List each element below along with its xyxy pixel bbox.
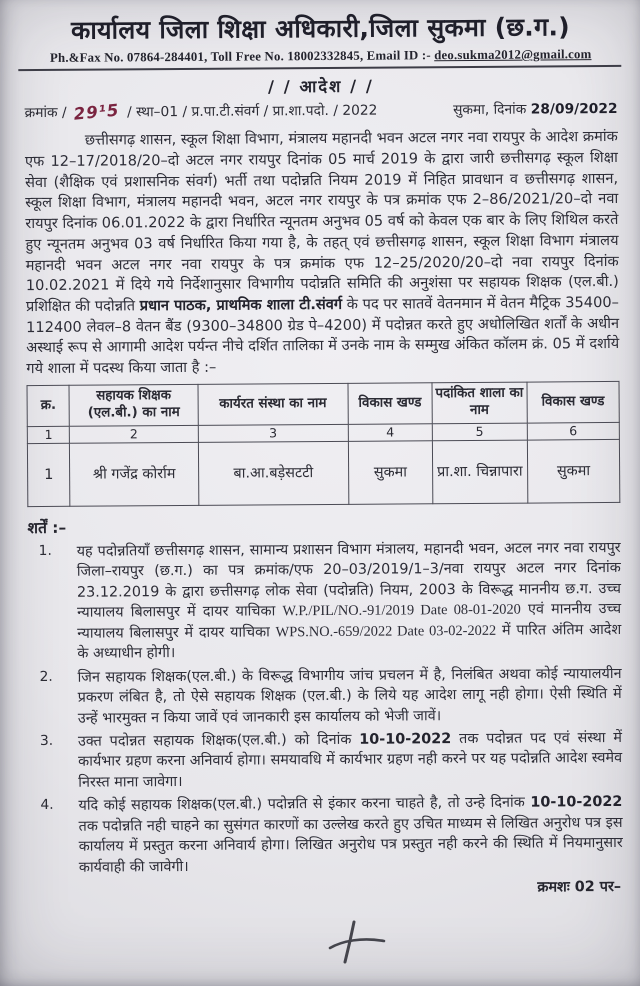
condition-text: उक्त पदोन्नत सहायक शिक्षक(एल.बी.) को दिनांक 10-10-2022 तक पदोन्नत पद एवं संस्था में कार्यभार ग्रहण करना अनिवार्य होगा। समयावधि में कार्यभार ग्रहण नही करने पर यह पदोन्नति आदेश स्वमेव निरस्त माना जावेगा। xyxy=(77,729,623,791)
office-title: कार्यालय जिला शिक्षा अधिकारी,जिला सुकमा (छ.ग.) xyxy=(70,12,571,45)
table-header-row xyxy=(27,381,619,426)
document-content xyxy=(24,11,623,900)
column-number: 3 xyxy=(198,424,348,442)
table-header-cell: क्र. xyxy=(27,385,70,426)
table-header-cell: कार्यरत संस्था का नाम xyxy=(198,383,349,425)
condition-number: 4. xyxy=(40,797,54,814)
contact-line xyxy=(24,47,617,66)
condition-item xyxy=(29,792,623,878)
ref-prefix: क्रमांक / xyxy=(24,105,67,122)
condition-item xyxy=(28,664,621,729)
column-number: 5 xyxy=(432,423,527,441)
posted-block-cell: सुकमा xyxy=(527,439,620,503)
serial-number-cell: 1 xyxy=(27,443,70,506)
order-body-paragraph: छत्तीसगढ़ शासन, स्कूल शिक्षा विभाग, मंत्रालय महानदी भवन अटल नगर नवा रायपुर के आदेश क्रमांक एफ 12–17/2018/20–दो अटल नगर रायपुर दिनांक 05 मार्च 2019 के द्वारा जारी छत्तीसगढ़ स्कूल शिक्षा सेवा (शैक्षिक एवं प्रशासनिक संवर्ग) भर्ती तथा पदोन्नति नियम 2019 में निहित प्रावधान व छत्तीसगढ़ शासन, स्कूल शिक्षा विभाग, मंत्रालय महानदी भवन, अटल नगर रायपुर के पत्र क्रमांक एफ 2–86/2021/20–दो नवा रायपुर दिनांक 06.01.2022 के द्वारा निर्धारित न्यूनतम अनुभव 05 वर्ष को केवल एक बार के लिए शिथिल करते हुए न्यूनतम अनुभव 03 वर्ष निर्धारित किया गया है, के तहत् एवं छत्तीसगढ़ शासन, स्कूल शिक्षा विभाग मंत्रालय महानदी भवन अटल नगर नवा रायपुर के पत्र क्रमांक एफ 12–25/2020/20–दो नवा रायपुर दिनांक 10.02.2021 में दिये गये निर्देशानुसार विभागीय पदोन्नति समिति की अनुशंसा पर सहायक शिक्षक (एल.बी.) प्रशिक्षित की पदोन्नति प्रधान पाठक, प्राथमिक शाला टी.संवर्ग के पद पर सातवें वेतनमान में वेतन मैट्रिक 35400–112400 लेवल–8 वेतन बैंड (9300–34800 ग्रेड पे–4200) में पदोन्नत करते हुए अधोलिखित शर्तों के अधीन अस्थाई रूप से आगामी आदेश पर्यन्त नीचे दर्शित तालिका में उनके नाम के सम्मुख अंकित कॉलम क्रं. 05 में दर्शाये गये शाला में पदस्थ किया जाता है :– xyxy=(24,128,620,378)
column-number: 1 xyxy=(27,426,70,443)
current-institution-cell: बा.आ.बड़ेसटटी xyxy=(198,441,349,505)
place-and-date xyxy=(453,99,618,119)
column-number: 4 xyxy=(348,424,432,442)
contact-text: Ph.&Fax No. 07864-284401, Toll Free No. 18002332845, Email ID :- xyxy=(49,48,435,66)
reference-number xyxy=(25,100,378,122)
table-header-cell: पदांकित शाला का नाम xyxy=(432,382,527,424)
condition-number: 3. xyxy=(39,732,54,749)
condition-item xyxy=(29,728,622,793)
table-header-cell: विकास खण्ड xyxy=(527,381,620,423)
continuation-note: क्रमशः 02 पर– xyxy=(537,879,622,896)
teacher-name-cell: श्री गजेंद्र कोर्राम xyxy=(70,442,199,506)
table-header-cell: विकास खण्ड xyxy=(348,383,432,425)
header-divider xyxy=(18,65,621,71)
current-block-cell: सुकमा xyxy=(348,441,432,505)
condition-number: 1. xyxy=(38,542,52,559)
condition-number: 2. xyxy=(39,668,53,685)
posted-school-cell: प्रा.शा. चिन्नापारा xyxy=(432,440,527,504)
order-date: 28/09/2022 xyxy=(530,101,618,118)
condition-item xyxy=(28,538,622,665)
ref-suffix: / स्था–01 / प्र.पा.टी.संवर्ग / प्रा.शा.पदो. / 2022 xyxy=(127,102,378,121)
email-address: deo.sukma2012@gmail.com xyxy=(434,47,592,63)
conditions-heading: शर्तें :– xyxy=(27,518,67,537)
order-heading: / / आदेश / / xyxy=(267,76,374,97)
column-number: 2 xyxy=(70,425,198,443)
reference-line xyxy=(25,98,618,122)
table-row xyxy=(27,439,619,506)
handwritten-ref-number: 29¹5 xyxy=(73,100,121,124)
condition-text: यह पदोन्नतियाँ छत्तीसगढ़ शासन, सामान्य प्रशासन विभाग मंत्रालय, महानदी भवन, अटल नगर नवा रायपुर जिला–रायपुर (छ.ग.) का पत्र क्रमांक/एफ 20–03/2019/1–3/नवा रायपुर अटल नगर दिनांक 23.12.2019 के द्वारा छत्तीसगढ़ लोक सेवा (पदोन्नति) नियम, 2003 के विरूद्ध माननीय छ.ग. उच्च न्यायालय बिलासपुर में दायर याचिका W.P./PIL/NO.-91/2019 Date 08-01-2020 एवं माननीय उच्च न्यायालय बिलासपुर में दायर याचिका WPS.NO.-659/2022 Date 03-02-2022 में पारित अंतिम आदेश के अध्याधीन होगी। xyxy=(76,539,622,662)
place-label: सुकमा, दिनांक xyxy=(453,101,527,119)
promotion-table xyxy=(26,381,620,507)
column-number: 6 xyxy=(527,422,619,440)
pen-cross-mark-icon xyxy=(318,916,396,970)
table-header-cell: सहायक शिक्षक (एल.बी.) का नाम xyxy=(69,384,197,426)
condition-text: यदि कोई सहायक शिक्षक(एल.बी.) पदोन्नति से इंकार करना चाहते है, तो उन्हे दिनांक 10-10-2022 तक पदोन्नति नही चाहने का सुसंगत कारणों का उल्लेख करते हुए उचित माध्यम से लिखित अनुरोध पत्र इस कार्यालय में प्रस्तुत करना अनिवार्य होगा। लिखित अनुरोध पत्र प्रस्तुत नही करने की स्थिति में नियमानुसार कार्यवाही की जावेगी। xyxy=(78,794,623,876)
condition-text: जिन सहायक शिक्षक(एल.बी.) के विरूद्ध विभागीय जांच प्रचलन में है, निलंबित अथवा कोई न्यायालयीन प्रकरण लंबित है, तो ऐसे सहायक शिक्षक (एल.बी.) के लिये यह आदेश लागू नही होगा। ऐसी स्थिति में उन्हें भारमुक्त न किया जावें एवं जानकारी इस कार्यालय को भेजी जावें। xyxy=(77,665,622,727)
